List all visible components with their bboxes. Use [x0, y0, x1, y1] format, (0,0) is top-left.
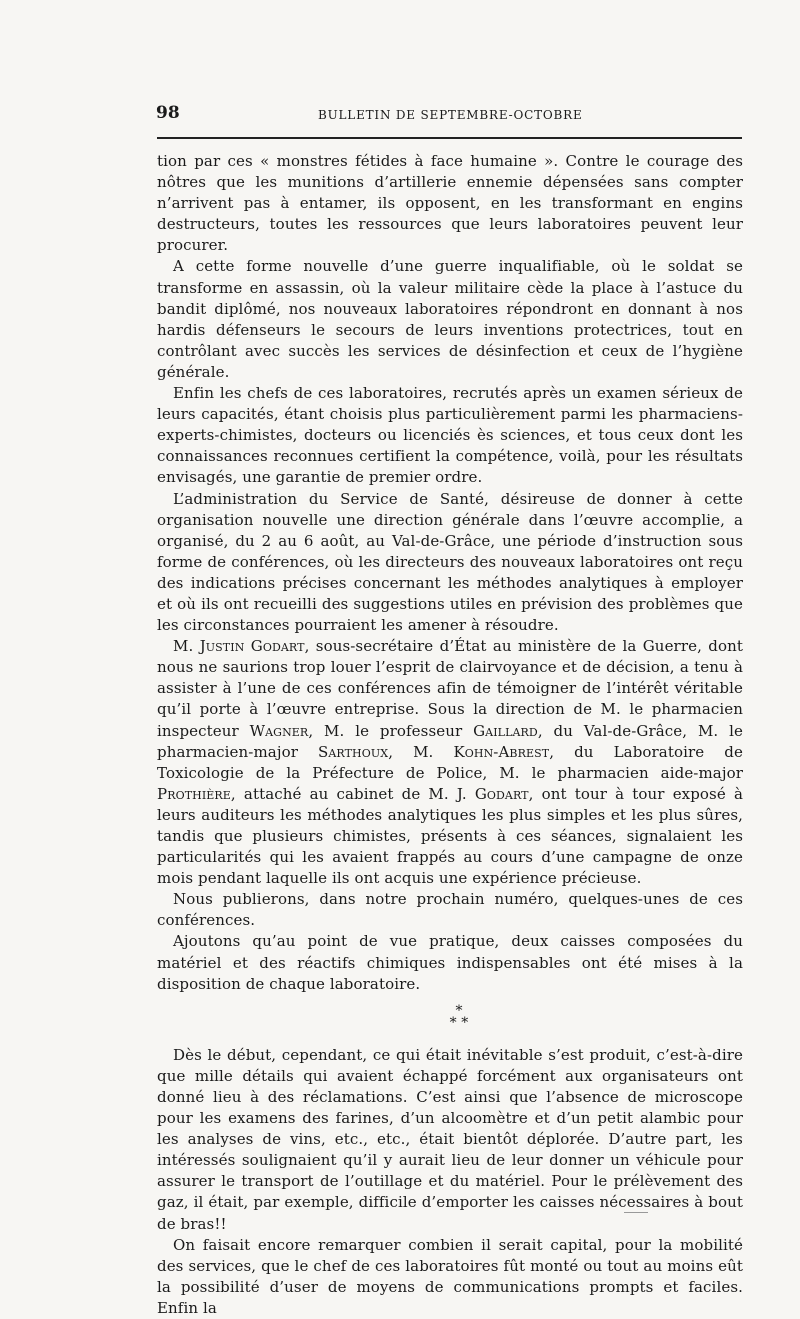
text-span: , du Val-de-Grâce, M. le pharmacien-major: [157, 721, 743, 761]
paragraph-6: Nous publierons, dans notre prochain numéro, quelques-unes de ces conférences.: [157, 890, 743, 930]
paragraph-1: tion par ces « monstres fétides à face humaine ». Contre le courage des nôtres que les munitions d’artillerie ennemie dépensées sans compter n’arrivent pas à entamer, ils opposent, en les transformant en engins destructeurs, toutes les ressources que leurs laboratoires peuvent leur procurer.: [157, 152, 743, 255]
text-span: M.: [173, 637, 200, 656]
text-span: , attaché au cabinet de M. J.: [230, 784, 475, 803]
paragraph-3: Enfin les chefs de ces laboratoires, recrutés après un examen sérieux de leurs capacités, étant choisis plus particulièrement parmi les pharmaciens-experts-chimistes, docteurs ou licenciés ès sciences, et tous ceux dont les connaissances reconnues certifient la compétence, voilà, pour les résultats envisagés, une garantie de premier ordre.: [157, 384, 743, 487]
person-name: Prothière: [157, 784, 231, 803]
paragraph-5: [157, 636, 743, 889]
text-span: , M.: [388, 742, 454, 761]
body-text: [157, 151, 743, 1319]
person-name: Godart: [474, 784, 529, 803]
text-span: , du Laboratoire de Toxicologie de la Préfecture de Police, M. le pharmacien aide-major: [157, 742, 743, 782]
paragraph-4: L’administration du Service de Santé, désireuse de donner à cette organisation nouvelle une direction générale dans l’œuvre accomplie, a organisé, du 2 au 6 août, au Val-de-Grâce, une période d’instruction sous forme de conférences, où les directeurs des nouveaux laboratoires ont reçu des indications précises concernant les méthodes analytiques à employer et où ils ont recueilli des suggestions utiles en prévision des problèmes que les circonstances pourraient les amener à résoudre.: [157, 489, 743, 635]
person-name: Sarthoux: [318, 742, 389, 761]
person-name: Justin Godart: [199, 637, 305, 656]
text-span: , sous-secrétaire d’État au ministère de la Guerre, dont nous ne saurions trop louer l’esprit de clairvoyance et de décision, a tenu à assister à l’une de ces conférences afin de témoigner de l’intérêt véritable qu’il porte à l’œuvre entreprise. Sous la direction de M. le pharmacien inspecteur: [157, 637, 744, 740]
paragraph-2: A cette forme nouvelle d’une guerre inqualifiable, où le soldat se transforme en assassin, où la valeur militaire cède la place à l’astuce du bandit diplômé, nos nouveaux laboratoires répondront en donnant à nos hardis défenseurs le secours de leurs inventions protectrices, tout en contrôlant avec succès les services de désinfection et ceux de l’hygiène générale.: [157, 257, 743, 381]
person-name: Wagner: [249, 721, 309, 740]
section-separator: [157, 1002, 743, 1031]
separator-top-star: *: [455, 1002, 463, 1019]
paragraph-9: On faisait encore remarquer combien il serait capital, pour la mobilité des services, que le chef de ces laboratoires fût monté ou tout au moins eût la possibilité d’user de moyens de communications prompts et faciles. Enfin la: [157, 1235, 743, 1317]
separator-bottom-stars: * *: [449, 1014, 469, 1031]
page-number: 98: [156, 103, 180, 123]
person-name: Kohn-Abrest: [453, 742, 550, 761]
person-name: Gaillard: [473, 721, 538, 740]
paragraph-8: Dès le début, cependant, ce qui était inévitable s’est produit, c’est-à-dire que mille détails qui avaient échappé forcément aux organisateurs ont donné lieu à des réclamations. C’est ainsi que l’absence de microscope pour les examens des farines, d’un alcoomètre et d’un petit alambic pour les analyses de vins, etc., etc., était bientôt déplorée. D’autre part, les intéressés soulignaient qu’il y aurait lieu de leur donner un véhicule pour assurer le transport de l’outillage et du matériel. Pour le prélèvement des gaz, il était, par exemple, difficile d’emporter les caisses nécessaires à bout de bras!!: [157, 1045, 743, 1233]
text-span: , M. le professeur: [308, 721, 474, 740]
text-span: , ont tour à tour exposé à leurs auditeurs les méthodes analytiques les plus simples et les plus sûres, tandis que plusieurs chimistes, présents à ces séances, signalaient les particularités qui les avaient frappés au cours d’une campagne de onze mois pendant laquelle ils ont acquis une expérience précieuse.: [157, 784, 743, 888]
paragraph-7: Ajoutons qu’au point de vue pratique, deux caisses composées du matériel et des réactifs chimiques indispensables ont été mises à la disposition de chaque laboratoire.: [157, 932, 743, 993]
bottom-mark: [624, 1212, 648, 1213]
running-head: BULLETIN DE SEPTEMBRE-OCTOBRE: [318, 108, 583, 122]
header-rule: [157, 137, 742, 139]
